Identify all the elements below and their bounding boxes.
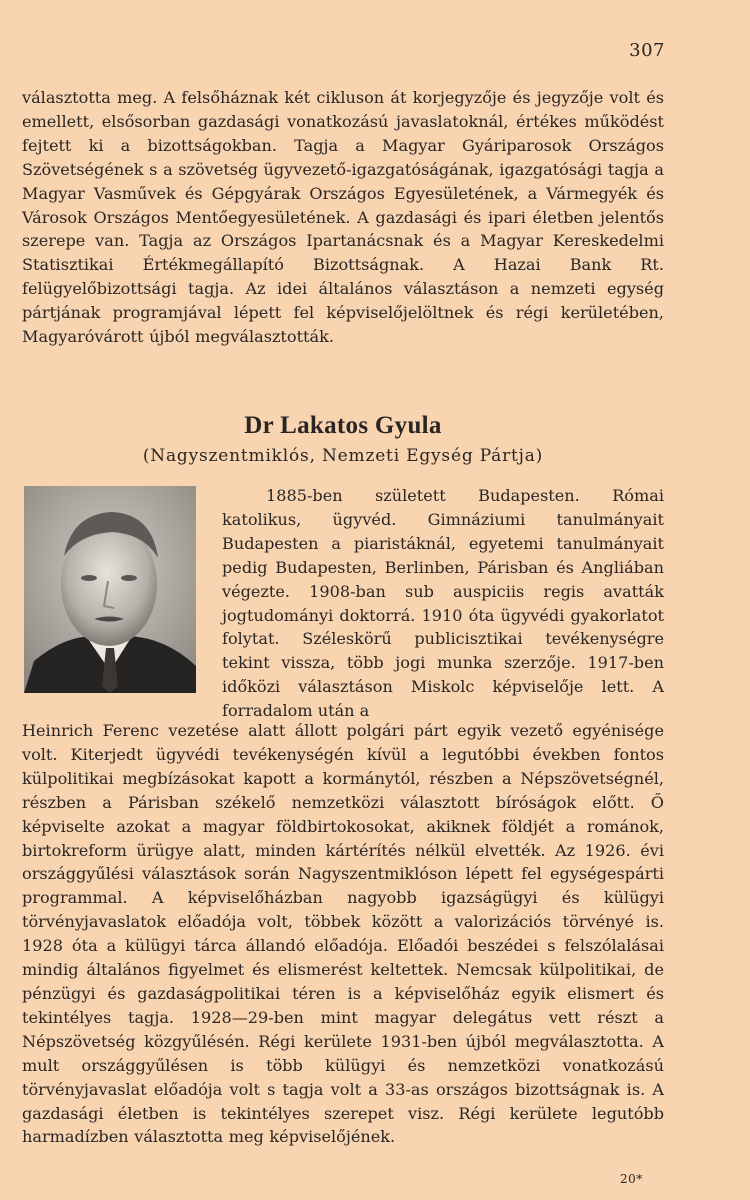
portrait-photo — [24, 486, 196, 693]
paragraph-text: Heinrich Ferenc vezetése alatt állott polgári párt egyik vezető egyénisége volt. Kiterjedt ügyvédi tevékenységén kívül a legutóbbi években fontos külpolitikai megbízásokat kapott a kormánytól, részben a Népszövetségnél, részben a Párisban székelő nemzetközi választott bíróságok előtt. Ő képviselte azokat a magyar földbirtokosokat, akiknek földjét a románok, birtokreform ürügye alatt, minden kártérítés nélkül elvették. Az 1926. évi országgyűlési választások során Nagyszentmiklóson lépett fel egységespárti programmal. A képviselőházban nagyobb igazságügyi és külügyi törvényjavaslatok előadója volt, többek között a valorizációs törvényé is. 1928 óta a külügyi tárca állandó előadója. Előadói beszédei s felszólalásai mindig általános figyelmet és elismerést keltettek. Nemcsak külpolitikai, de pénzügyi és gazdaságpolitikai téren is a képviselőház egyik elismert és tekintélyes tagja. 1928—29-ben mint magyar delegátus vett részt a Népszövetség közgyűlésén. Régi kerülete 1931-ben újból megválasztotta. A mult országgyűlésen is több külügyi és nemzetközi vonatkozású törvényjavaslat előadója volt s tagja volt a 33-as országos bizottságnak is. A gazdasági életben is tekintélyes szerepet visz. Régi kerülete legutóbb harmadízben választotta meg képviselőjének. — [22, 721, 664, 1147]
paragraph-previous-biography — [22, 86, 664, 349]
paragraph-text: választotta meg. A felsőháznak két cikluson át korjegyzője és jegyzője volt és emellett, elsősorban gazdasági vonatkozású javaslatoknál, értékes működést fejtett ki a bizottságokban. Tagja a Magyar Gyáriparosok Országos Szövetségének s a szövetség ügyvezető-igazgatóságának, igazgatósági tagja a Magyar Vasművek és Gépgyárak Országos Egyesületének, a Vármegyék és Városok Országos Mentőegyesületének. A gazdasági és ipari életben jelentős szerepe van. Tagja az Országos Ipartanácsnak és a Magyar Kereskedelmi Statisztikai Értékmegállapító Bizottságnak. A Hazai Bank Rt. felügyelőbizottsági tagja. Az idei általános választáson a nemzeti egység pártjának programjával lépett fel képviselőjelöltnek és régi kerületében, Magyaróvárott újból megválasztották. — [22, 88, 664, 347]
biography-continuation — [22, 719, 664, 1149]
signature-mark: 20* — [620, 1172, 643, 1186]
section-heading: Dr Lakatos Gyula — [244, 412, 442, 439]
paragraph-text: 1885-ben született Budapesten. Római katolikus, ügyvéd. Gimnáziumi tanulmányait Budapesten a piaristáknál, egyetemi tanulmányait pedig Budapesten, Berlinben, Párisban és Angliában végezte. 1908-ban sub auspiciis regis avatták jogtudományi doktorrá. 1910 óta ügyvédi gyakorlatot folytat. Széleskörű publicisztikai tevékenységre tekint vissza, több jogi munka szerzője. 1917-ben időközi választáson Miskolc képviselője lett. A forradalom után a — [222, 486, 664, 721]
section-subheading: (Nagyszentmiklós, Nemzeti Egység Pártja) — [142, 446, 544, 466]
biography-intro — [222, 484, 664, 723]
page-number: 307 — [629, 40, 665, 61]
